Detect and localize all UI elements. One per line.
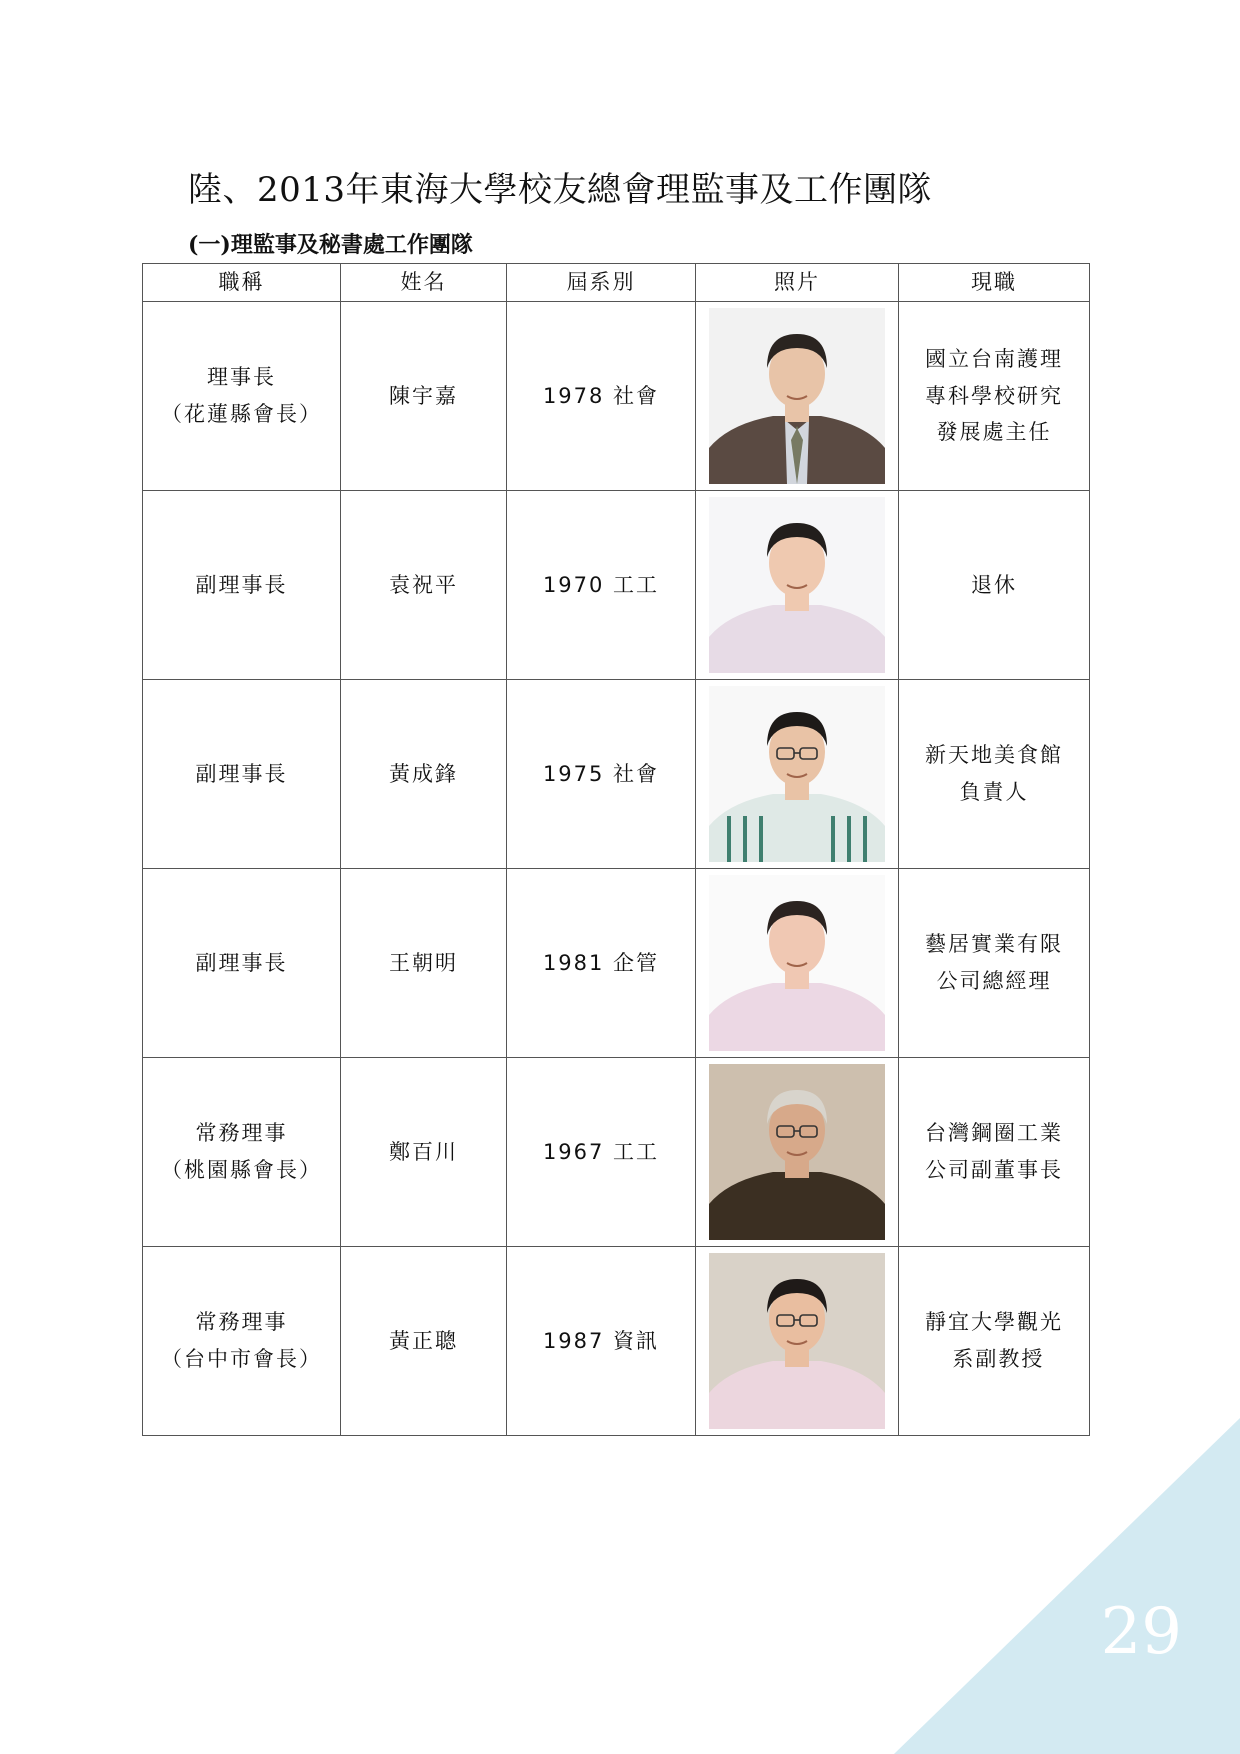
cell-photo	[696, 680, 899, 869]
cell-class: 1978 社會	[507, 302, 696, 491]
table-row	[143, 1058, 1090, 1247]
header-job: 現職	[899, 264, 1090, 302]
corner-decoration	[894, 1418, 1240, 1754]
job-line: 台灣鋼圈工業	[925, 1121, 1063, 1146]
header-name: 姓名	[341, 264, 507, 302]
job-line: 負責人	[959, 780, 1029, 804]
cell-job	[899, 1058, 1090, 1247]
job-line: 發展處主任	[936, 420, 1052, 445]
portrait-photo	[696, 869, 898, 1057]
cell-name: 鄭百川	[341, 1058, 507, 1247]
cell-class: 1975 社會	[507, 680, 696, 869]
cell-class: 1970 工工	[507, 491, 696, 680]
cell-title	[143, 680, 341, 869]
job-line: 退休	[971, 572, 1017, 597]
job-line: 系副教授	[943, 1347, 1045, 1371]
job-line: 國立台南護理	[925, 346, 1063, 371]
cell-photo	[696, 491, 899, 680]
cell-job	[899, 1247, 1090, 1436]
title-line: 理事長	[207, 365, 276, 390]
cell-photo	[696, 302, 899, 491]
title-line: 副理事長	[195, 950, 288, 975]
page-number: 29	[1100, 1595, 1182, 1669]
job-line: 公司總經理	[936, 969, 1052, 993]
table-header-row	[143, 264, 1090, 302]
portrait-photo	[696, 302, 898, 490]
portrait-photo	[696, 680, 898, 868]
portrait-photo	[696, 1247, 898, 1435]
cell-job	[899, 680, 1090, 869]
cell-name: 陳宇嘉	[341, 302, 507, 491]
title-line: （花蓮縣會長）	[161, 402, 322, 426]
title-line: 常務理事	[195, 1310, 288, 1335]
table-row	[143, 491, 1090, 680]
cell-title	[143, 1058, 341, 1247]
cell-title	[143, 302, 341, 491]
cell-job	[899, 302, 1090, 491]
board-roster-table	[142, 263, 1090, 1436]
portrait-photo	[696, 491, 898, 679]
cell-name: 王朝明	[341, 869, 507, 1058]
page-title: 陸、2013年東海大學校友總會理監事及工作團隊	[188, 170, 933, 210]
title-line: （桃園縣會長）	[161, 1158, 322, 1182]
job-line: 新天地美食館	[925, 743, 1063, 768]
cell-name: 黃正聰	[341, 1247, 507, 1436]
job-line: 專科學校研究	[925, 383, 1063, 408]
table-row	[143, 680, 1090, 869]
cell-title	[143, 1247, 341, 1436]
cell-class: 1981 企管	[507, 869, 696, 1058]
cell-photo	[696, 1247, 899, 1436]
cell-name: 袁祝平	[341, 491, 507, 680]
table-row	[143, 302, 1090, 491]
table-row	[143, 869, 1090, 1058]
cell-title	[143, 869, 341, 1058]
cell-photo	[696, 869, 899, 1058]
cell-class: 1967 工工	[507, 1058, 696, 1247]
title-line: 常務理事	[195, 1121, 288, 1146]
cell-name: 黃成鋒	[341, 680, 507, 869]
cell-job	[899, 869, 1090, 1058]
section-title: (一)理監事及秘書處工作團隊	[188, 232, 473, 258]
table-row	[143, 1247, 1090, 1436]
cell-photo	[696, 1058, 899, 1247]
title-line: （台中市會長）	[161, 1347, 322, 1371]
portrait-photo	[696, 1058, 898, 1246]
title-line: 副理事長	[195, 761, 288, 786]
cell-class: 1987 資訊	[507, 1247, 696, 1436]
title-line: 副理事長	[195, 572, 288, 597]
header-title: 職稱	[143, 264, 341, 302]
job-line: 靜宜大學觀光	[925, 1310, 1063, 1335]
cell-job	[899, 491, 1090, 680]
cell-title	[143, 491, 341, 680]
job-line: 藝居實業有限	[925, 932, 1063, 957]
header-class: 屆系別	[507, 264, 696, 302]
job-line: 公司副董事長	[925, 1158, 1063, 1182]
header-photo: 照片	[696, 264, 899, 302]
